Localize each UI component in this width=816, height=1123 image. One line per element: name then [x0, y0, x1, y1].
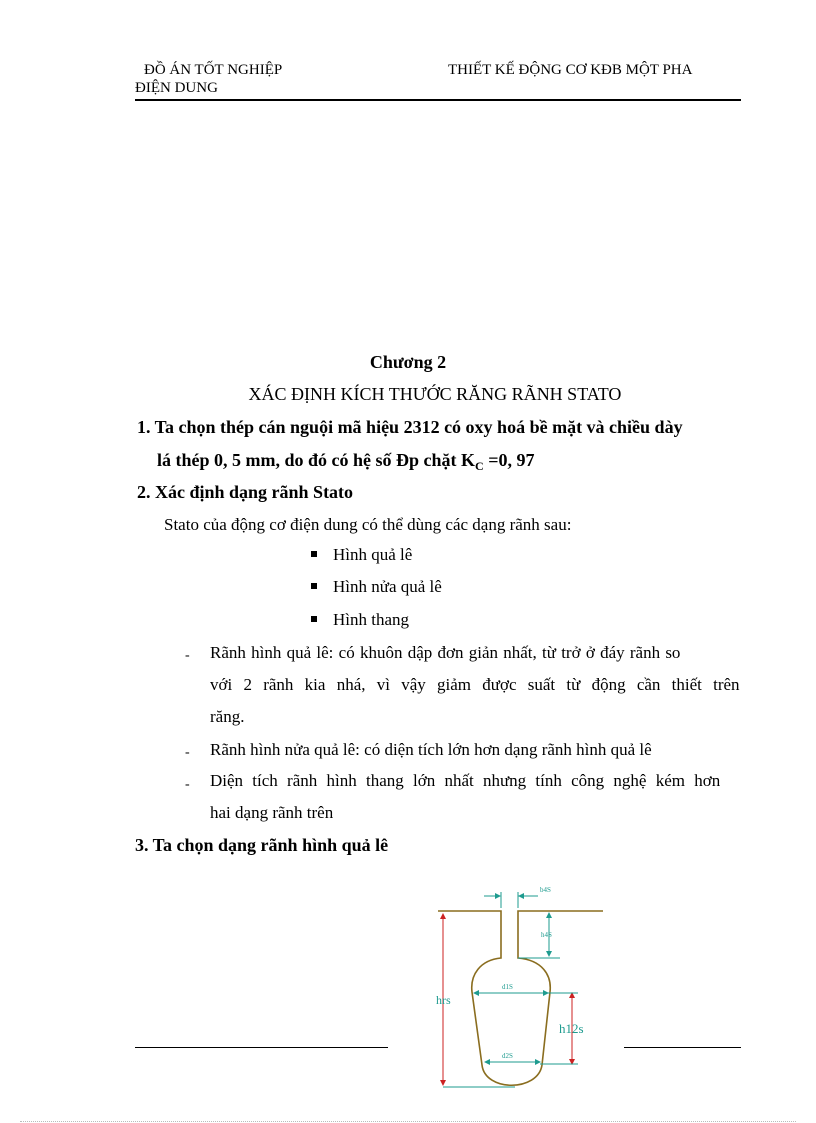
label-hrs: hrs [436, 993, 451, 1007]
label-h4s: h4S [541, 931, 552, 939]
page-bottom-dotted-edge [20, 1121, 796, 1122]
dim-b4s [484, 892, 538, 908]
label-d2s: d2S [502, 1052, 513, 1060]
footer-rule-right [624, 1047, 741, 1048]
label-d1s: d1S [502, 983, 513, 991]
header-left-title: ĐỒ ÁN TỐT NGHIỆP [144, 62, 283, 78]
chapter-title: XÁC ĐỊNH KÍCH THƯỚC RĂNG RÃNH STATO [248, 384, 622, 404]
section1-line1: 1. Ta chọn thép cán nguội mã hiệu 2312 có oxy hoá bề mặt và chiều dày [137, 417, 683, 437]
bullet-square-icon [311, 583, 317, 589]
dash-bullet-icon: - [185, 648, 190, 663]
dash-item-text: răng. [210, 707, 245, 726]
bullet-item: Hình quả lê [333, 545, 413, 564]
footer-rule-left [135, 1047, 388, 1048]
dash-item-text: Rãnh hình quả lê: có khuôn dập đơn giản nhất, từ trở ở đáy rãnh so [210, 643, 681, 662]
dim-h4s [518, 913, 560, 958]
bullet-item: Hình thang [333, 610, 410, 629]
bullet-square-icon [311, 551, 317, 557]
dash-item-text: với 2 rãnh kia nhá, vì vậy giảm được suất từ động cần thiết trên [210, 675, 740, 694]
label-h12s: h12s [559, 1021, 584, 1036]
section2-heading: 2. Xác định dạng rãnh Stato [137, 482, 354, 502]
section3-heading: 3. Ta chọn dạng rãnh hình quả lê [135, 835, 389, 855]
header-left-subtitle: ĐIỆN DUNG [135, 80, 218, 96]
section2-intro: Stato của động cơ điện dung có thể dùng các dạng rãnh sau: [164, 515, 572, 534]
section1-line2: lá thép 0, 5 mm, do đó có hệ số Đp chặt $K_C =0$, 97 [157, 450, 535, 473]
dash-bullet-icon: - [185, 745, 190, 760]
dash-item-text: Rãnh hình nửa quả lê: có diện tích lớn hơn dạng rãnh hình quả lê [210, 740, 652, 759]
chapter-number: Chương 2 [369, 352, 447, 372]
header-right-title: THIẾT KẾ ĐỘNG CƠ KĐB MỘT PHA [448, 62, 693, 78]
bullet-item: Hình nửa quả lê [333, 577, 442, 596]
label-b4s: b4S [540, 886, 551, 894]
header-rule [135, 99, 741, 101]
dash-bullet-icon: - [185, 777, 190, 792]
slot-diagram [410, 880, 620, 1095]
bullet-square-icon [311, 616, 317, 622]
dash-item-text: Diện tích rãnh hình thang lớn nhất nhưng tính công nghệ kém hơn [210, 771, 721, 790]
dash-item-text: hai dạng rãnh trên [210, 803, 334, 822]
slot-outline [438, 911, 603, 1085]
